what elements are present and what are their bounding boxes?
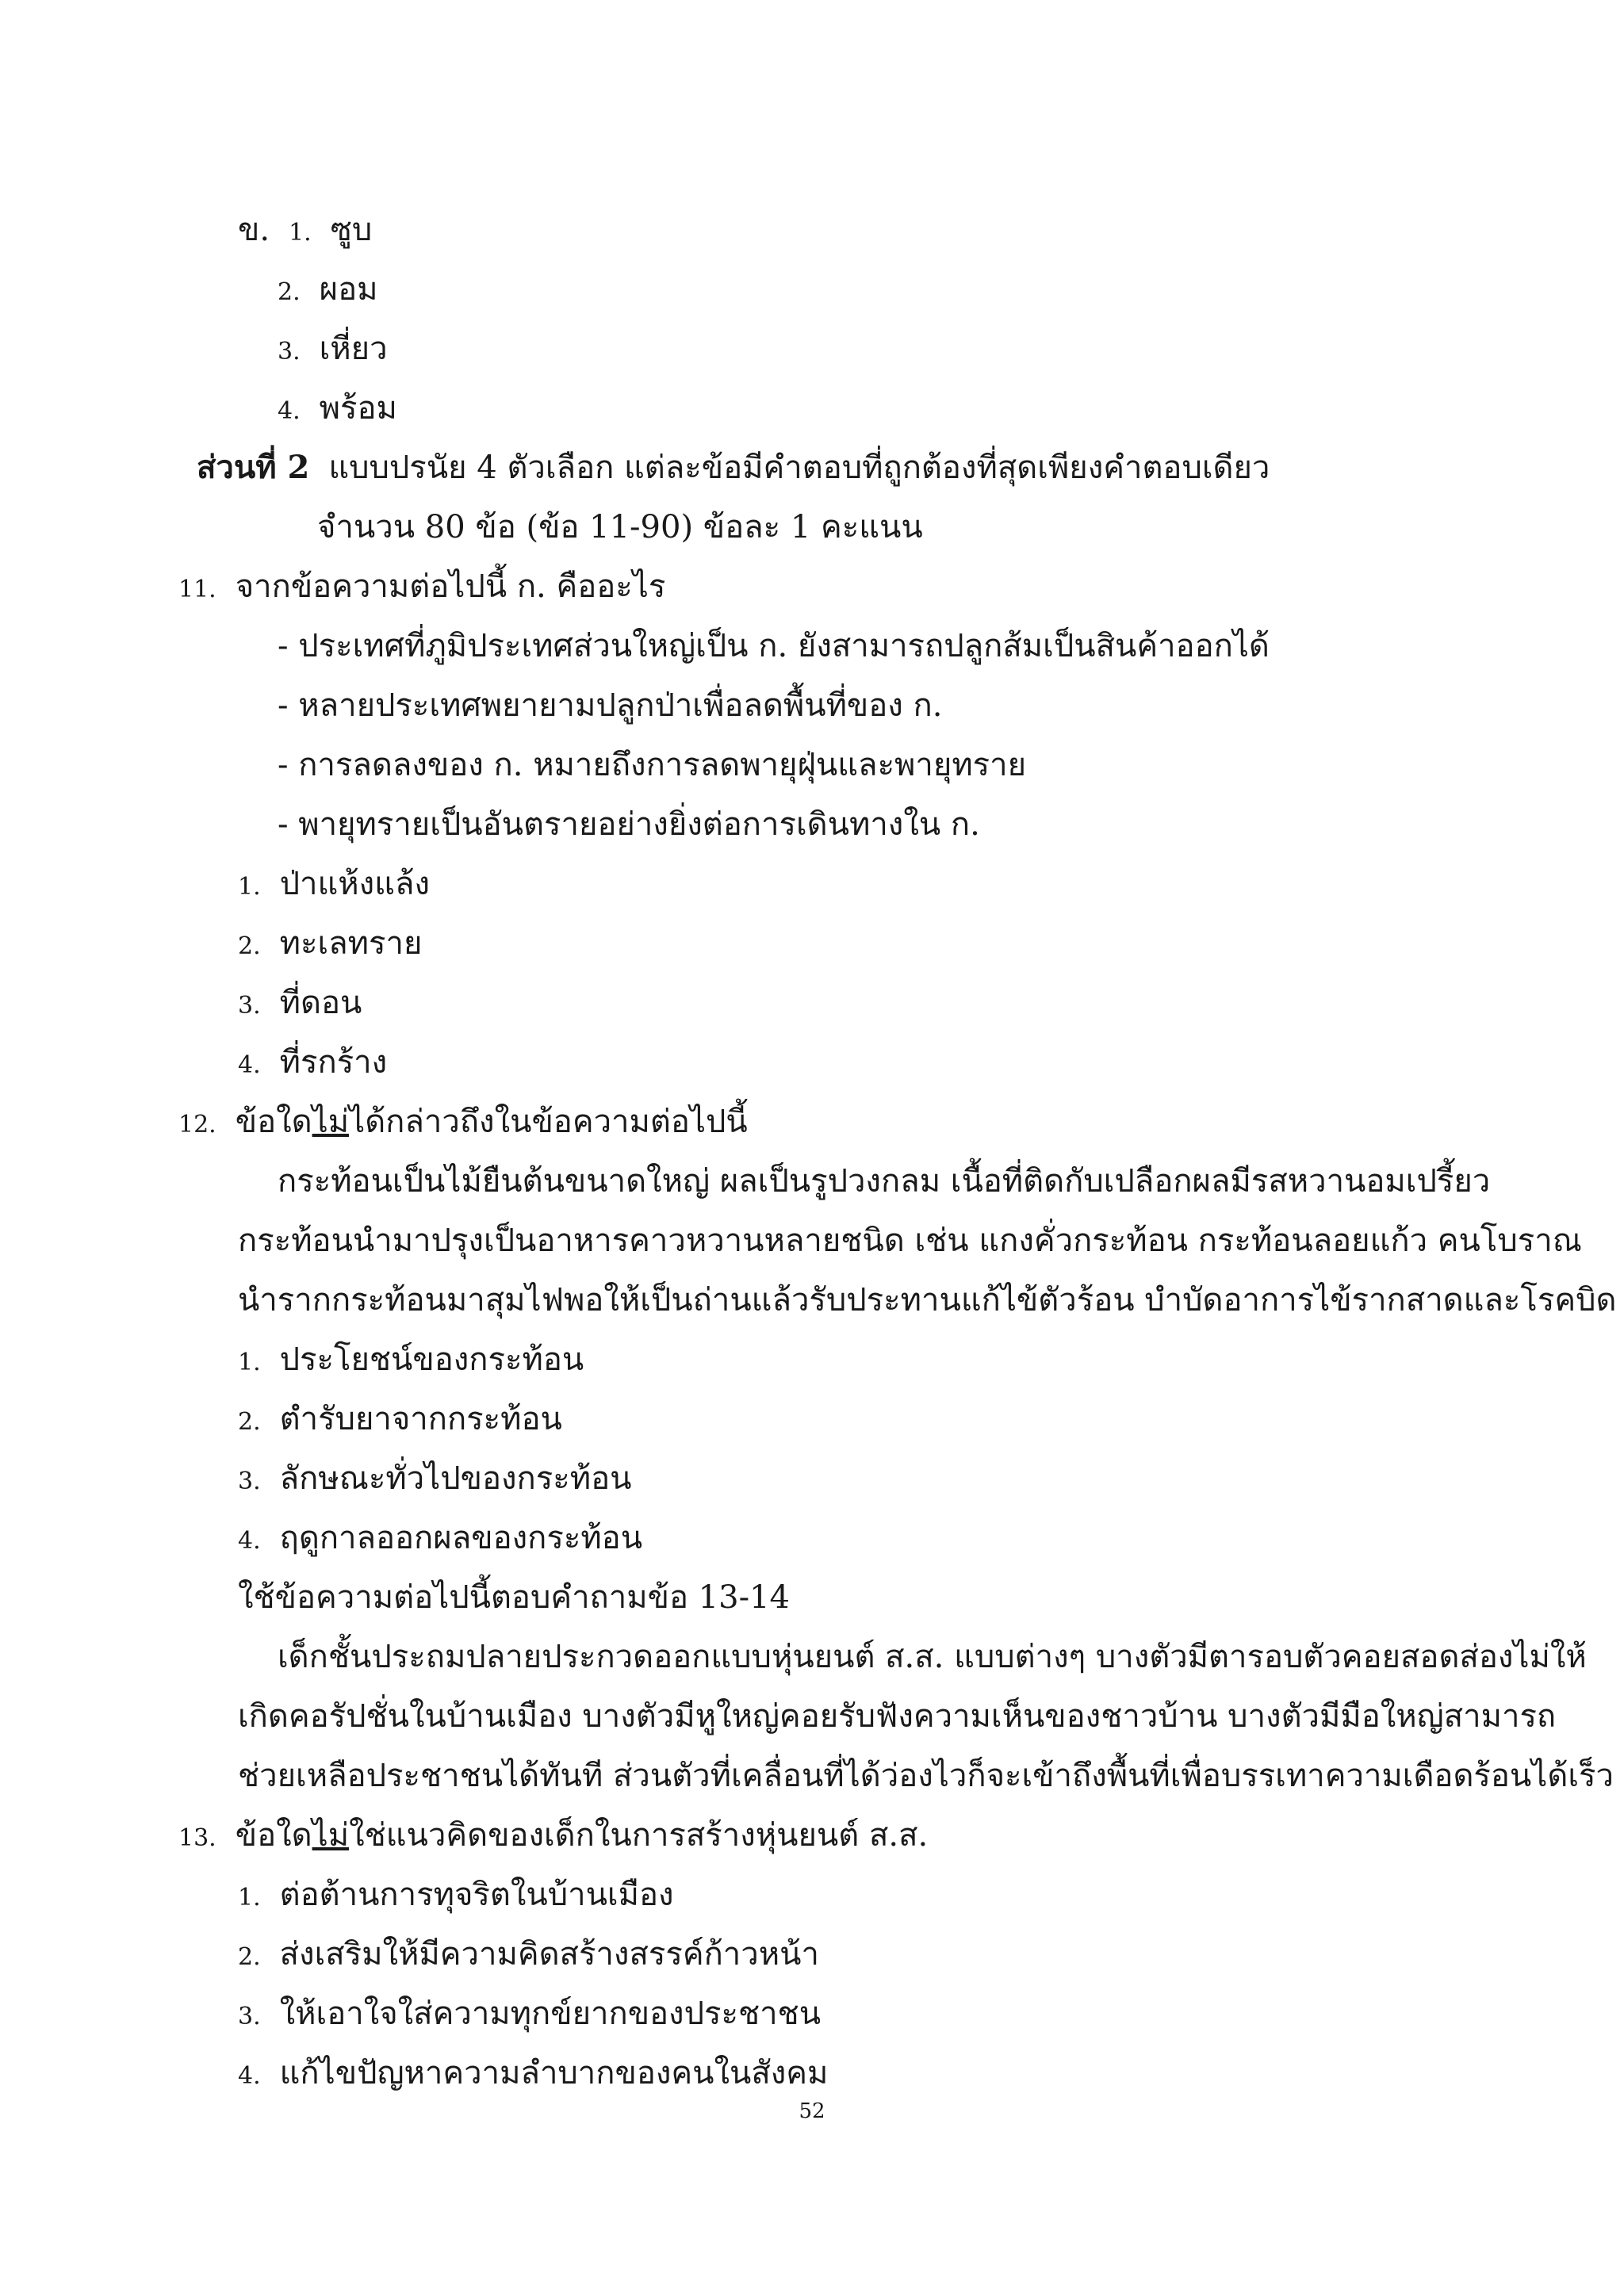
part2-label: ส่วนที่ 2 [197, 449, 310, 486]
question-text-post: ได้กล่าวถึงในข้อความต่อไปนี้ [349, 1104, 748, 1140]
q11-option-4 [238, 1040, 387, 1088]
q11-clue-4: - พายุทรายเป็นอันตรายอย่างยิ่งต่อการเดินทางใน ก. [278, 806, 980, 843]
option-number: 4. [238, 1527, 261, 1555]
q11-clue-3: - การลดลงของ ก. หมายถึงการลดพายุฝุ่นและพายุทราย [278, 747, 1027, 783]
option-number: 2. [238, 1408, 261, 1436]
intro-13-14: ใช้ข้อความต่อไปนี้ตอบคำถามข้อ 13-14 [238, 1579, 790, 1616]
question-text-pre: ข้อใด [235, 1104, 312, 1140]
option-text: ส่งเสริมให้มีความคิดสร้างสรรค์ก้าวหน้า [279, 1936, 819, 1973]
section-b-option-3 [278, 327, 388, 374]
option-number: 1. [238, 1349, 261, 1376]
q11-option-1 [238, 862, 430, 909]
option-text: เหี่ยว [319, 331, 388, 367]
option-text: ประโยชน์ของกระท้อน [279, 1341, 584, 1378]
section-b-option-4 [278, 386, 397, 434]
q12-option-2 [238, 1397, 562, 1445]
option-text: ลักษณะทั่วไปของกระท้อน [279, 1460, 632, 1497]
question-number: 11. [178, 576, 216, 603]
q11-clue-2: - หลายประเทศพยายามปลูกป่าเพื่อลดพื้นที่ของ ก. [278, 687, 943, 724]
option-text: พร้อม [319, 390, 397, 427]
option-text: ที่รกร้าง [279, 1044, 388, 1081]
option-text: ที่ดอน [279, 985, 362, 1021]
option-number: 3. [238, 2003, 261, 2030]
option-number: 4. [278, 397, 301, 425]
option-text: ฤดูกาลออกผลของกระท้อน [279, 1520, 643, 1556]
option-number: 2. [238, 1943, 261, 1971]
question-number: 12. [178, 1111, 216, 1138]
q12-option-4 [238, 1516, 642, 1563]
question-13 [178, 1813, 928, 1861]
q13-option-3 [238, 1992, 821, 2039]
question-text-underlined: ไม่ [312, 1817, 350, 1854]
option-number: 3. [278, 338, 301, 365]
option-number: 1. [238, 873, 261, 901]
question-number: 13. [178, 1824, 216, 1852]
intro-passage-line-3: ช่วยเหลือประชาชนได้ทันที ส่วนตัวที่เคลื่อนที่ได้ว่องไวก็จะเข้าถึงพื้นที่เพื่อบรรเทาความเดือดร้อนได้เร็ว [238, 1758, 1614, 1794]
q13-option-1 [238, 1873, 674, 1920]
question-11 [178, 564, 665, 612]
question-12 [178, 1100, 748, 1147]
question-text-underlined: ไม่ [312, 1104, 350, 1140]
q13-option-4 [238, 2051, 828, 2099]
option-text: ตำรับยาจากกระท้อน [279, 1401, 562, 1437]
q11-option-2 [238, 921, 422, 969]
part2-heading [197, 446, 1270, 490]
option-number: 1. [289, 219, 312, 247]
section-b-option-1 [238, 208, 372, 255]
option-number: 2. [278, 278, 301, 306]
q11-clue-1: - ประเทศที่ภูมิประเทศส่วนใหญ่เป็น ก. ยังสามารถปลูกส้มเป็นสินค้าออกได้ [278, 628, 1270, 664]
part2-count: จำนวน 80 ข้อ (ข้อ 11-90) ข้อละ 1 คะแนน [317, 509, 923, 545]
q12-passage-line-3: นำรากกระท้อนมาสุมไฟพอให้เป็นถ่านแล้วรับประทานแก้ไข้ตัวร้อน บำบัดอาการไข้รากสาดและโรคบิด [238, 1282, 1617, 1318]
option-number: 3. [238, 1468, 261, 1495]
page-number: 52 [799, 2099, 825, 2123]
q12-option-3 [238, 1456, 631, 1504]
intro-passage-line-2: เกิดคอรัปชั่นในบ้านเมือง บางตัวมีหูใหญ่คอยรับฟังความเห็นของชาวบ้าน บางตัวมีมือใหญ่สามารถ [238, 1698, 1557, 1735]
option-text: ผอม [319, 271, 378, 308]
option-number: 4. [238, 1051, 261, 1079]
q11-option-3 [238, 981, 362, 1028]
option-number: 4. [238, 2062, 261, 2090]
option-number: 1. [238, 1884, 261, 1911]
q12-passage-line-2: กระท้อนนำมาปรุงเป็นอาหารคาวหวานหลายชนิด เช่น แกงคั่วกระท้อน กระท้อนลอยแก้ว คนโบราณ [238, 1223, 1582, 1259]
q13-option-2 [238, 1932, 819, 1980]
question-text: จากข้อความต่อไปนี้ ก. คืออะไร [235, 568, 666, 605]
option-text: ต่อต้านการทุจริตในบ้านเมือง [279, 1877, 674, 1913]
q12-option-1 [238, 1337, 584, 1385]
q12-passage-line-1: กระท้อนเป็นไม้ยืนต้นขนาดใหญ่ ผลเป็นรูปวงกลม เนื้อที่ติดกับเปลือกผลมีรสหวานอมเปรี้ยว [278, 1163, 1491, 1200]
option-number: 2. [238, 932, 261, 960]
part2-description: แบบปรนัย 4 ตัวเลือก แต่ละข้อมีคำตอบที่ถูกต้องที่สุดเพียงคำตอบเดียว [328, 450, 1270, 486]
question-text-pre: ข้อใด [235, 1817, 312, 1854]
section-b-option-2 [278, 267, 377, 315]
option-text: ซูบ [330, 212, 373, 248]
section-b-prefix: ข. [238, 212, 270, 248]
option-text: ให้เอาใจใส่ความทุกข์ยากของประชาชน [279, 1996, 822, 2032]
intro-passage-line-1: เด็กชั้นประถมปลายประกวดออกแบบหุ่นยนต์ ส.ส. แบบต่างๆ บางตัวมีตารอบตัวคอยสอดส่องไม่ให้ [278, 1639, 1587, 1675]
option-text: ทะเลทราย [279, 925, 423, 962]
option-text: แก้ไขปัญหาความลำบากของคนในสังคม [279, 2055, 829, 2091]
option-text: ป่าแห้งแล้ง [279, 866, 430, 902]
option-number: 3. [238, 992, 261, 1020]
question-text-post: ใช่แนวคิดของเด็กในการสร้างหุ่นยนต์ ส.ส. [349, 1817, 929, 1854]
